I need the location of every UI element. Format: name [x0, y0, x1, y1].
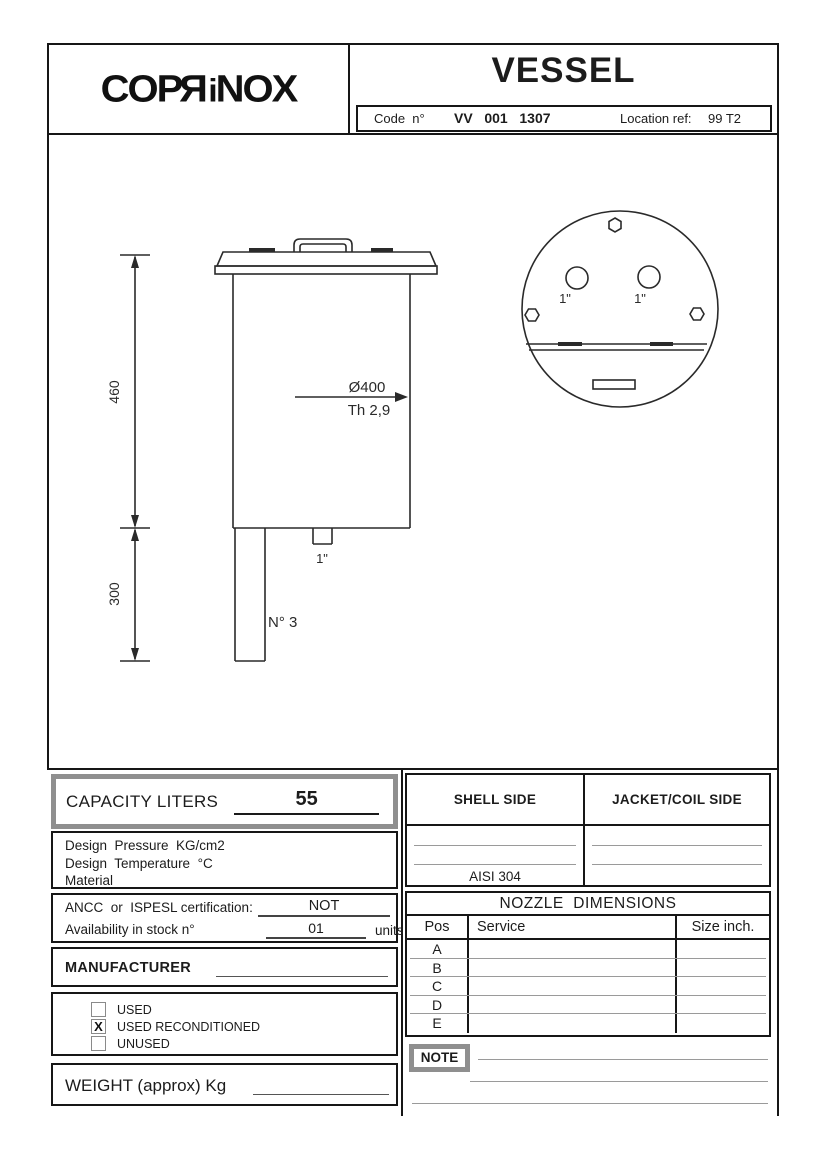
table-row — [407, 826, 769, 846]
side-view — [215, 239, 437, 661]
col-header-size: Size inch. — [691, 919, 755, 935]
jacket-material-value — [585, 865, 769, 885]
condition-row-used-reconditioned — [53, 1019, 396, 1036]
nozzle-size — [677, 996, 769, 1015]
shell-jacket-header — [407, 775, 769, 826]
certification-box — [51, 893, 404, 943]
nozzle-service — [469, 959, 677, 978]
certification-value: NOT — [258, 898, 390, 917]
diameter-leader — [295, 379, 408, 419]
checkbox-used-reconditioned[interactable]: X — [91, 1019, 106, 1034]
nozzle-pos: D — [407, 996, 469, 1015]
checkbox-used-label: USED — [117, 1003, 152, 1017]
design-specs-box — [51, 831, 398, 889]
nozzle-size — [677, 940, 769, 959]
nozzle-size — [677, 959, 769, 978]
logo-cell — [49, 45, 350, 135]
table-row — [407, 959, 769, 978]
nozzle-size — [677, 1014, 769, 1033]
brand-logo — [101, 68, 297, 111]
top-nozzle-right — [638, 266, 660, 288]
nozzle-size — [677, 977, 769, 996]
lid-fitting-left — [249, 248, 275, 253]
brand-logo-part3: i — [208, 72, 216, 109]
location-ref-label: Location ref: — [620, 111, 692, 126]
nozzle-pos: C — [407, 977, 469, 996]
note-label: NOTE — [409, 1044, 470, 1072]
table-row — [407, 940, 769, 959]
weight-box — [51, 1063, 398, 1106]
main-frame — [47, 43, 779, 770]
bolt-right — [690, 308, 704, 320]
dim-460-label: 460 — [106, 380, 122, 404]
condition-row-used — [53, 1002, 396, 1019]
nozzle-table-header — [407, 916, 769, 940]
nozzle-dimensions-table — [405, 891, 771, 1037]
bolt-left — [525, 309, 539, 321]
lid-fitting-right — [371, 248, 393, 253]
shell-material-value: AISI 304 — [407, 865, 585, 885]
thickness-label: Th 2,9 — [347, 402, 391, 419]
title-cell — [350, 45, 777, 135]
note-line-field — [478, 1059, 768, 1060]
material-label: Material — [65, 873, 114, 888]
nozzle-pos: B — [407, 959, 469, 978]
code-box — [356, 105, 772, 132]
vessel-leg — [235, 528, 265, 661]
bottom-nozzle-size-label: 1" — [316, 551, 328, 566]
nozzle-pos: E — [407, 1014, 469, 1033]
checkbox-used[interactable] — [91, 1002, 106, 1017]
note-line-field — [470, 1081, 768, 1082]
top-nozzle-right-label: 1" — [634, 291, 646, 306]
diameter-label: Ø400 — [348, 379, 386, 396]
nozzle-service — [469, 977, 677, 996]
jacket-coil-side-header: JACKET/COIL SIDE — [612, 792, 742, 807]
code-value: VV 001 1307 — [454, 110, 551, 126]
design-temperature-label: Design Temperature °C — [65, 855, 213, 871]
stock-value: 01 — [266, 920, 366, 939]
weight-label: WEIGHT (approx) Kg — [65, 1076, 227, 1095]
stock-label: Availability in stock n° — [65, 922, 195, 937]
table-row — [407, 846, 769, 866]
shell-pressure-value — [407, 826, 585, 846]
dim-300-label: 300 — [106, 582, 122, 606]
code-label: Code n° — [374, 111, 425, 126]
table-row — [407, 996, 769, 1015]
nozzle-service — [469, 996, 677, 1015]
design-pressure-label: Design Pressure KG/cm2 — [65, 838, 225, 853]
manufacturer-box — [51, 947, 398, 987]
brand-logo-part4: NOX — [215, 67, 297, 110]
nozzle-service — [469, 940, 677, 959]
table-row — [407, 865, 769, 885]
table-row — [407, 1014, 769, 1033]
top-nozzle-left — [566, 267, 588, 289]
col-header-pos: Pos — [407, 916, 469, 938]
legs-count-label: N° 3 — [268, 614, 298, 631]
jacket-temperature-value — [585, 846, 769, 866]
checkbox-unused-label: UNUSED — [117, 1037, 170, 1051]
brand-logo-part1: COP — [100, 67, 182, 110]
capacity-box — [51, 774, 398, 829]
condition-box — [51, 992, 398, 1056]
manufacturer-value-field — [216, 963, 388, 977]
capacity-value: 55 — [234, 788, 379, 815]
nozzle-pos: A — [407, 940, 469, 959]
shell-temperature-value — [407, 846, 585, 866]
certification-label: ANCC or ISPESL certification: — [65, 900, 253, 915]
manufacturer-label: MANUFACTURER — [65, 960, 192, 976]
location-ref-value: 99 T2 — [708, 111, 742, 126]
top-view-handle — [593, 380, 635, 389]
vessel-drawing-svg — [49, 135, 777, 766]
lid-handle — [294, 239, 352, 252]
table-row — [407, 977, 769, 996]
nozzle-table-title: NOZZLE DIMENSIONS — [407, 893, 769, 916]
shell-jacket-table — [405, 773, 771, 887]
document-title: VESSEL — [491, 51, 636, 90]
nozzle-service — [469, 1014, 677, 1033]
top-view — [522, 211, 718, 407]
stock-units-label: units — [375, 923, 404, 938]
col-header-service: Service — [469, 916, 677, 938]
condition-row-unused — [53, 1036, 396, 1053]
checkbox-unused[interactable] — [91, 1036, 106, 1051]
bolt-top — [609, 218, 621, 232]
capacity-label: CAPACITY LITERS — [66, 791, 219, 811]
dimension-lines — [106, 255, 150, 661]
checkbox-used-reconditioned-label: USED RECONDITIONED — [117, 1020, 261, 1034]
weight-value-field — [253, 1083, 389, 1095]
jacket-pressure-value — [585, 826, 769, 846]
technical-drawing — [49, 135, 777, 768]
bottom-nozzle — [313, 528, 332, 544]
shell-side-header: SHELL SIDE — [407, 775, 585, 824]
brand-logo-reversed-r: R — [181, 67, 209, 110]
top-nozzle-left-label: 1" — [559, 291, 571, 306]
note-line-field — [412, 1103, 768, 1104]
